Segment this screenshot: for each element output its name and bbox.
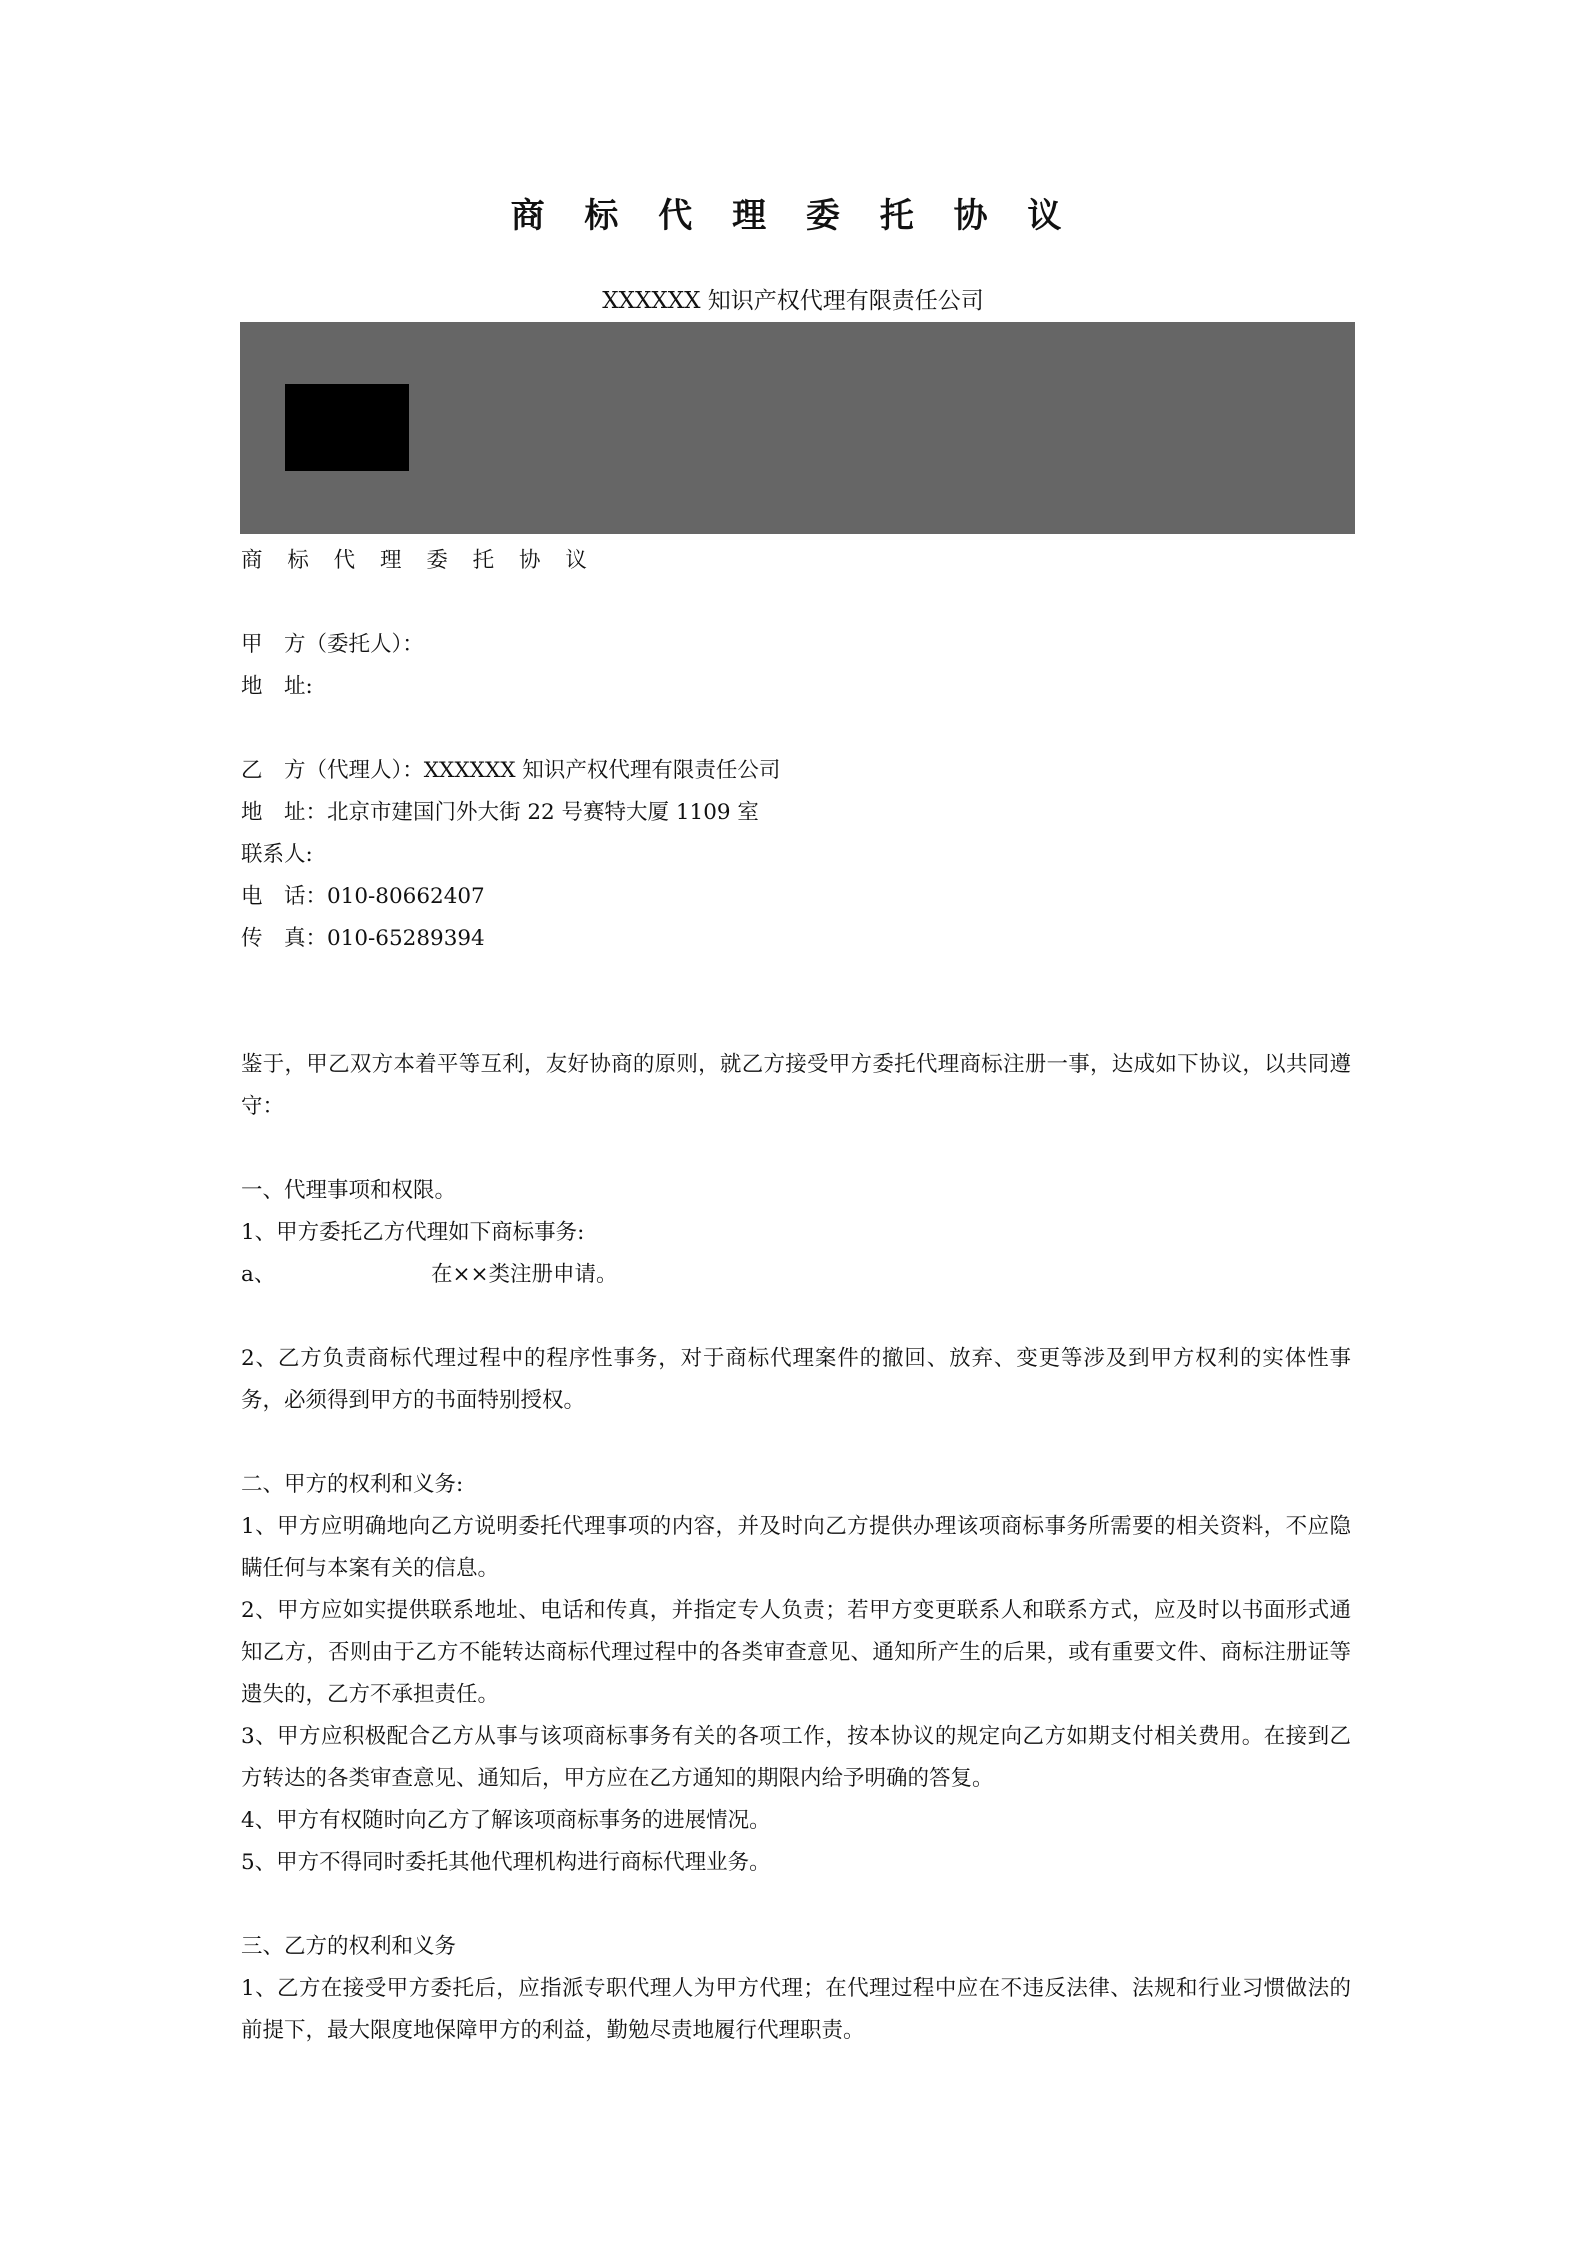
party-b-address: 地 址：北京市建国门外大街 22 号赛特大厦 1109 室 xyxy=(241,800,759,825)
document-title: 商 标 代 理 委 托 协 议 xyxy=(510,196,1076,236)
section-2-item-1: 1、甲方应明确地向乙方说明委托代理事项的内容，并及时向乙方提供办理该项商标事务所需要的相关资料，不应隐瞒任何与本案有关的信息。 xyxy=(241,1514,1351,1581)
section-1-item-1: 1、甲方委托乙方代理如下商标事务: xyxy=(241,1220,585,1245)
agreement-subtitle: 商 标 代 理 委 托 协 议 xyxy=(241,548,596,573)
agreement-body xyxy=(241,540,1351,2052)
section-1-item-2: 2、乙方负责商标代理过程中的程序性事务，对于商标代理案件的撤回、放弃、变更等涉及到甲方权利的实体性事务，必须得到甲方的书面特别授权。 xyxy=(241,1346,1351,1413)
item-a-letter: a、 xyxy=(241,1262,276,1287)
section-2-heading: 二、甲方的权利和义务: xyxy=(241,1472,464,1497)
party-b-fax: 传 真：010-65289394 xyxy=(241,926,485,951)
party-b-contact: 联系人: xyxy=(241,842,313,867)
section-2-item-4: 4、甲方有权随时向乙方了解该项商标事务的进展情况。 xyxy=(241,1808,771,1833)
preamble-paragraph: 鉴于，甲乙双方本着平等互利，友好协商的原则，就乙方接受甲方委托代理商标注册一事，达成如下协议，以共同遵守： xyxy=(241,1052,1351,1119)
section-3-heading: 三、乙方的权利和义务 xyxy=(241,1934,457,1959)
section-2-item-2: 2、甲方应如实提供联系地址、电话和传真，并指定专人负责；若甲方变更联系人和联系方式，应及时以书面形式通知乙方，否则由于乙方不能转达商标代理过程中的各类审查意见、通知所产生的后果，或有重要文件、商标注册证等遗失的，乙方不承担责任。 xyxy=(241,1598,1351,1707)
section-2-item-5: 5、甲方不得同时委托其他代理机构进行商标代理业务。 xyxy=(241,1850,771,1875)
item-a-text: 在××类注册申请。 xyxy=(431,1262,618,1287)
section-1-heading: 一、代理事项和权限。 xyxy=(241,1178,457,1203)
party-b-phone: 电 话：010-80662407 xyxy=(241,884,485,909)
section-2-item-3: 3、甲方应积极配合乙方从事与该项商标事务有关的各项工作，按本协议的规定向乙方如期支付相关费用。在接到乙方转达的各类审查意见、通知后，甲方应在乙方通知的期限内给予明确的答复。 xyxy=(241,1724,1351,1791)
party-b-label: 乙 方（代理人）：XXXXXX 知识产权代理有限责任公司 xyxy=(241,758,781,783)
redacted-banner xyxy=(240,322,1355,534)
section-1-item-a xyxy=(241,1254,1351,1296)
company-name-header: XXXXXX 知识产权代理有限责任公司 xyxy=(602,288,984,314)
party-a-address: 地 址: xyxy=(241,674,313,699)
party-a-label: 甲 方（委托人）： xyxy=(241,632,424,657)
redacted-logo xyxy=(285,384,409,471)
section-3-item-1: 1、乙方在接受甲方委托后，应指派专职代理人为甲方代理；在代理过程中应在不违反法律、法规和行业习惯做法的前提下，最大限度地保障甲方的利益，勤勉尽责地履行代理职责。 xyxy=(241,1976,1351,2043)
